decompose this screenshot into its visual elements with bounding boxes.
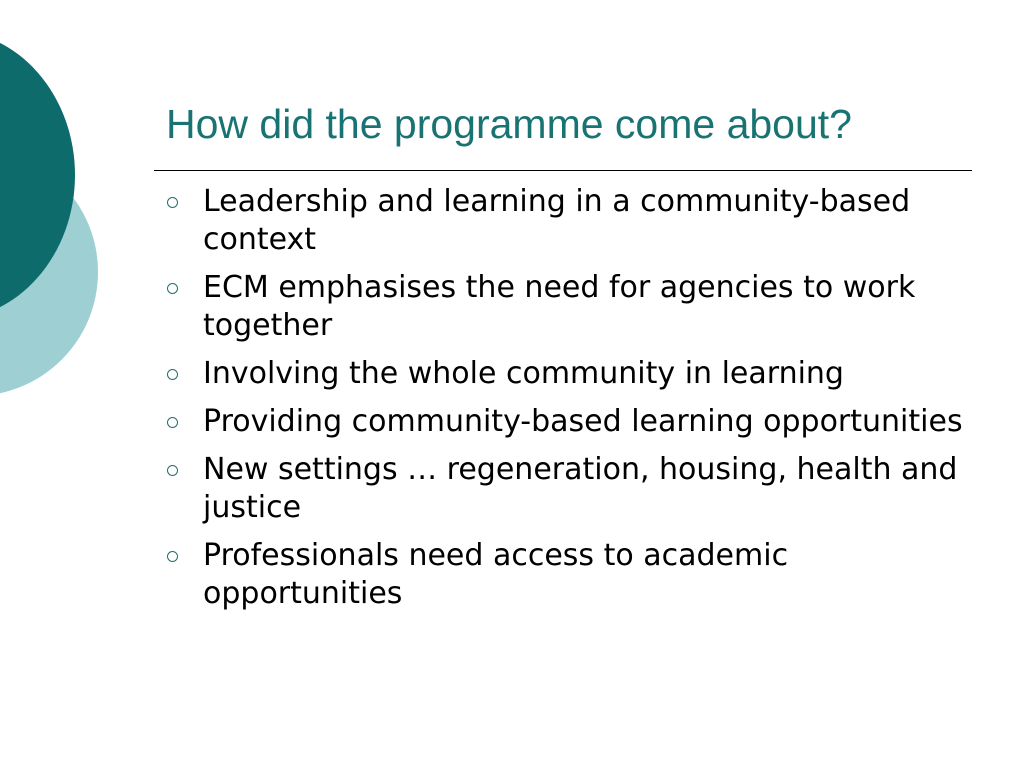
bullet-text: ECM emphasises the need for agencies to work together — [203, 270, 916, 343]
hollow-circle-bullet-icon — [167, 465, 178, 476]
bullet-text: New settings … regeneration, housing, health and justice — [203, 452, 958, 525]
bullet-item — [164, 269, 964, 345]
bullet-item — [164, 403, 964, 441]
bullet-list — [164, 183, 964, 623]
hollow-circle-bullet-icon — [167, 197, 178, 208]
bullet-text: Involving the whole community in learning — [203, 356, 844, 391]
hollow-circle-bullet-icon — [167, 551, 178, 562]
hollow-circle-bullet-icon — [167, 417, 178, 428]
slide-title: How did the programme come about? — [166, 101, 852, 147]
bullet-text: Professionals need access to academic opportunities — [203, 538, 789, 611]
bullet-item — [164, 355, 964, 393]
title-divider — [154, 170, 972, 171]
hollow-circle-bullet-icon — [167, 369, 178, 380]
hollow-circle-bullet-icon — [167, 283, 178, 294]
bullet-text: Leadership and learning in a community-based context — [203, 184, 911, 257]
bullet-item — [164, 183, 964, 259]
bullet-text: Providing community-based learning opportunities — [203, 404, 963, 439]
bullet-item — [164, 451, 964, 527]
bullet-item — [164, 537, 964, 613]
